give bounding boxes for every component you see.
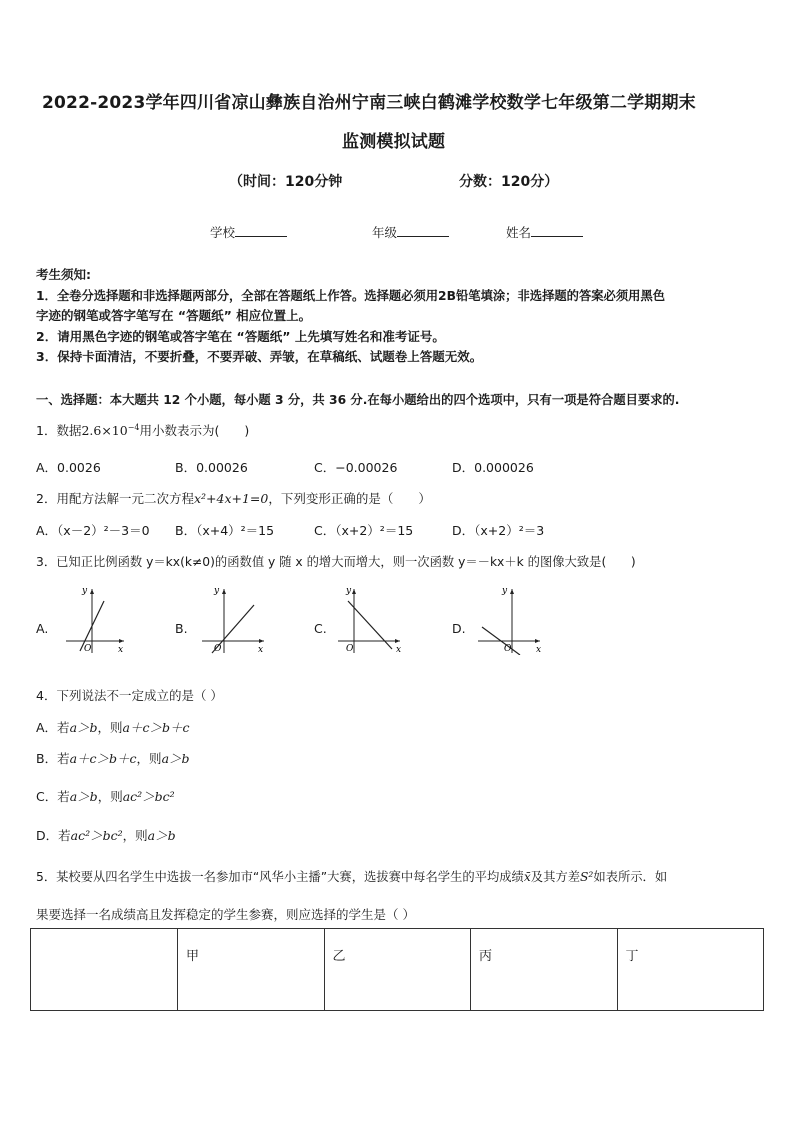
q4-b-result: a＞b (161, 751, 190, 766)
q4-option-c (36, 787, 175, 805)
q4-a-cond: a＞b (69, 720, 98, 735)
q2-option-a: A．（x－2）²－3＝0 (36, 523, 150, 538)
q3-option-b-label: B. (175, 621, 188, 636)
q4-b-pre: B．若 (36, 751, 70, 766)
q3-option-c-label: C. (314, 621, 327, 636)
exam-time: （时间：120分钟 (229, 174, 343, 190)
school-blank (235, 224, 287, 237)
q3-graph-a (60, 583, 130, 655)
notice-line-1a: 1．全卷分选择题和非选择题两部分，全部在答题纸上作答。选择题必须用2B铅笔填涂；非选择题的答案必须用黑色 (36, 289, 666, 303)
table-header-cell (31, 929, 178, 1011)
origin-label: O (346, 644, 354, 654)
q4-d-pre: D．若 (36, 828, 71, 843)
q2-option-d: D．（x+2）²＝3 (452, 523, 545, 538)
q4-c-cond: a＞b (69, 789, 98, 804)
notice-line-2: 2．请用黑色字迹的钢笔或答字笔在 “答题纸” 上先填写姓名和准考证号。 (36, 329, 445, 344)
x-label: x (536, 645, 542, 655)
q3-graph-b (198, 583, 270, 655)
q4-b-cond: a＋c＞b＋c (69, 751, 137, 766)
q3-option-a-label: A. (36, 621, 49, 636)
q1-stem (36, 421, 249, 439)
q5-stem-b: 如表所示．如 (593, 870, 668, 884)
q5-stem-mid: 及其方差 (530, 870, 580, 884)
origin-label: O (504, 644, 512, 654)
q4-stem: 4．下列说法不一定成立的是（ ） (36, 688, 223, 703)
q4-a-pre: A．若 (36, 720, 70, 735)
q3-graph-d (474, 583, 546, 655)
q4-c-mid: ，则 (97, 789, 123, 804)
origin-label: O (214, 644, 222, 654)
x-arrow-icon (535, 639, 540, 643)
q2-stem (36, 489, 431, 507)
q4-a-mid: ，则 (97, 720, 123, 735)
q4-option-b (36, 749, 190, 767)
q2-option-c: C．（x+2）²＝15 (314, 523, 414, 538)
y-label: y (82, 586, 88, 596)
page-title-line2: 监测模拟试题 (342, 132, 446, 152)
q2-option-b: B．（x+4）²＝15 (175, 523, 275, 538)
origin-label: O (84, 644, 92, 654)
y-label: y (502, 586, 508, 596)
q1-option-a: A．0.0026 (36, 460, 101, 475)
q5-stem-a: 5．某校要从四名学生中选拔一名参加市“风华小主播”大赛，选拔赛中每名学生的平均成绩 (36, 870, 524, 884)
x-label: x (396, 645, 402, 655)
q5-xbar: x̄ (523, 870, 531, 884)
page-title: 2022-2023学年四川省凉山彝族自治州宁南三峡白鹤滩学校数学七年级第二学期期末 (42, 93, 696, 113)
q4-d-mid: ，则 (122, 828, 148, 843)
y-arrow-icon (510, 589, 514, 594)
q3-graph-c (334, 583, 406, 655)
x-label: x (258, 645, 264, 655)
y-label: y (214, 586, 220, 596)
x-label: x (118, 645, 124, 655)
y-label: y (346, 586, 352, 596)
q2-stem-a: 2．用配方法解一元二次方程 (36, 491, 194, 506)
q2-stem-b: ，下列变形正确的是（ ） (268, 491, 431, 506)
q5-stem (36, 867, 667, 885)
q5-stem-line2: 果要选择一名成绩高且发挥稳定的学生参赛，则应选择的学生是（ ） (36, 907, 415, 922)
y-arrow-icon (90, 589, 94, 594)
grade-blank (397, 224, 449, 237)
notice-line-3: 3．保持卡面清洁，不要折叠，不要弄破、弄皱，在草稿纸、试题卷上答题无效。 (36, 349, 483, 364)
table-header-cell: 丙 (471, 929, 618, 1011)
school-label: 学校 (210, 225, 236, 240)
x-arrow-icon (259, 639, 264, 643)
q4-c-result: ac²＞bc² (122, 789, 175, 804)
q4-c-pre: C．若 (36, 789, 70, 804)
q3-option-d-label: D. (452, 621, 466, 636)
y-arrow-icon (222, 589, 226, 594)
notice-heading: 考生须知: (36, 267, 91, 282)
table-row (31, 929, 764, 1011)
grade-label: 年级 (372, 225, 398, 240)
table-header-cell: 丁 (617, 929, 764, 1011)
section1-heading: 一、选择题：本大题共 12 个小题，每小题 3 分，共 36 分.在每小题给出的四个选项中，只有一项是符合题目要求的. (36, 393, 680, 407)
q4-d-result: a＞b (147, 828, 176, 843)
q1-num: 2.6×10 (81, 423, 128, 438)
q2-equation: x²+4x+1=0 (193, 491, 269, 506)
school-field (210, 223, 287, 241)
q1-number (81, 423, 139, 438)
grade-field (372, 223, 449, 241)
q1-stem-a: 1．数据 (36, 423, 82, 438)
q1-stem-b: 用小数表示为( ) (139, 423, 250, 438)
q1-option-c: C．−0.00026 (314, 460, 398, 475)
q4-option-d (36, 826, 176, 844)
table-header-cell: 乙 (324, 929, 471, 1011)
q4-a-result: a＋c＞b＋c (122, 720, 190, 735)
q5-table (30, 928, 764, 1011)
q1-option-b: B．0.00026 (175, 460, 248, 475)
name-blank (531, 224, 583, 237)
q5-s2: S² (580, 870, 594, 884)
q4-b-mid: ，则 (136, 751, 162, 766)
table-header-cell: 甲 (178, 929, 325, 1011)
x-arrow-icon (395, 639, 400, 643)
q4-d-cond: ac²＞bc² (70, 828, 123, 843)
x-arrow-icon (119, 639, 124, 643)
q1-exp: −4 (127, 422, 140, 432)
q3-stem: 3．已知正比例函数 y＝kx(k≠0)的函数值 y 随 x 的增大而增大，则一次函数 y＝－kx＋k 的图像大致是( ) (36, 555, 636, 569)
q4-option-a (36, 718, 190, 736)
notice-line-1b: 字迹的钢笔或答字笔写在 “答题纸” 相应位置上。 (36, 308, 312, 323)
exam-score: 分数：120分） (459, 174, 559, 190)
y-arrow-icon (352, 589, 356, 594)
name-label: 姓名 (506, 225, 532, 240)
function-line (348, 601, 392, 649)
q1-option-d: D．0.000026 (452, 460, 534, 475)
name-field (506, 223, 583, 241)
